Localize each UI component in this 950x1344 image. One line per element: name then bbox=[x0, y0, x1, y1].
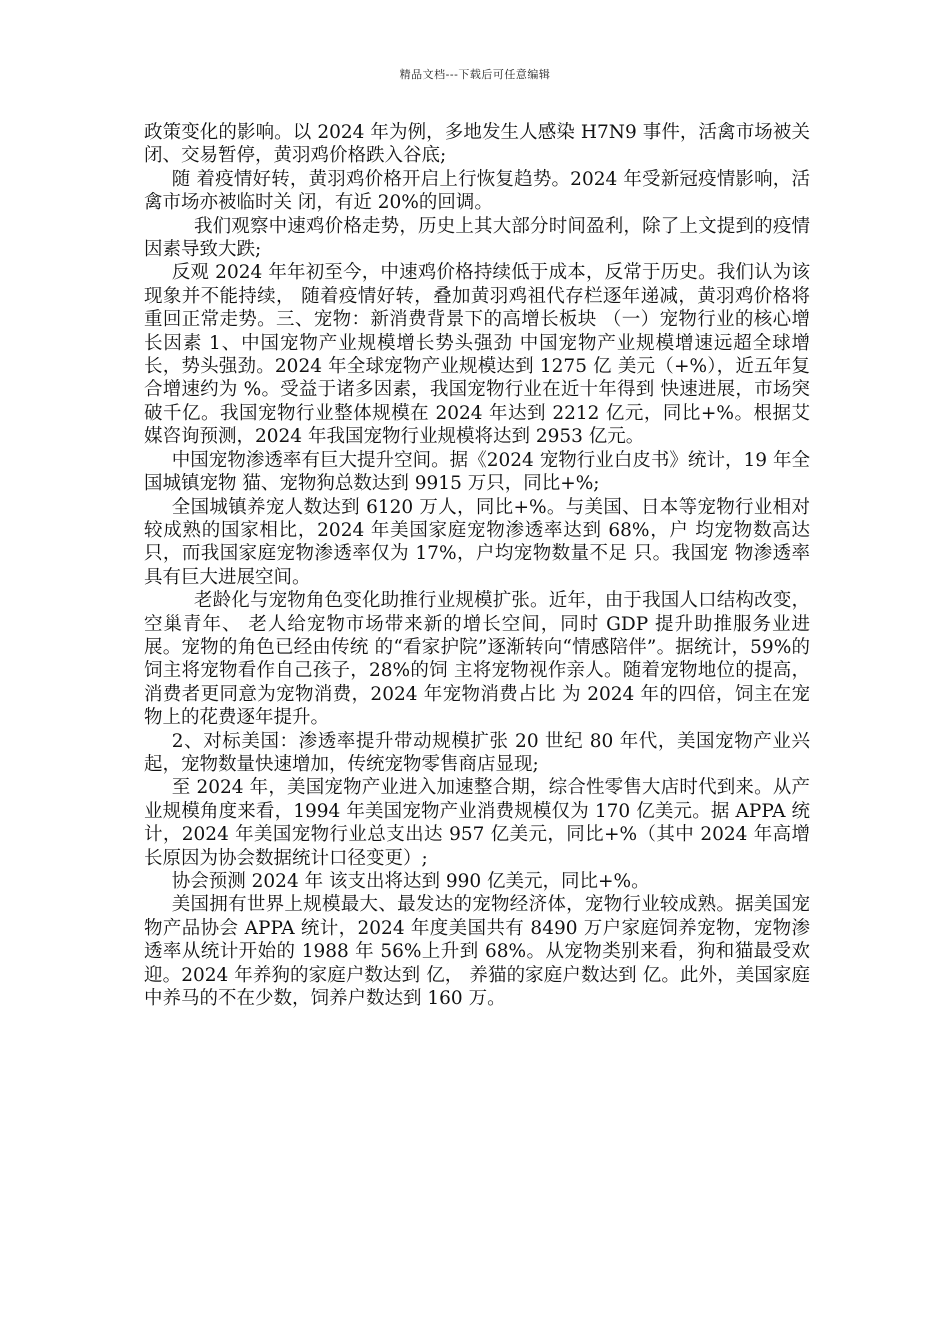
paragraph-3: 我们观察中速鸡价格走势，历史上其大部分时间盈利，除了上文提到的疫情因素导致大跌; bbox=[144, 215, 810, 261]
paragraph-6: 全国城镇养宠人数达到 6120 万人，同比+%。与美国、日本等宠物行业相对较成熟的国家相比，2024 年美国家庭宠物渗透率达到 68%，户 均宠物数高达 只，而我国家庭宠物渗透率仅为 17%，户均宠物数量不足 只。我国宠 物渗透率具有巨大进展空间。 bbox=[144, 496, 810, 588]
paragraph-5: 中国宠物渗透率有巨大提升空间。据《2024 宠物行业白皮书》统计，19 年全国城镇宠物 猫、宠物狗总数达到 9915 万只，同比+%; bbox=[144, 449, 810, 495]
paragraph-7: 老龄化与宠物角色变化助推行业规模扩张。近年，由于我国人口结构改变，空巢青年、 老人给宠物市场带来新的增长空间，同时 GDP 提升助推服务业进展。宠物的角色已经由传统 的“看家护院”逐渐转向“情感陪伴”。据统计，59%的饲主将宠物看作自己孩子，28%的饲 主将宠物视作亲人。随着宠物地位的提高，消费者更同意为宠物消费，2024 年宠物消费占比 为 2024 年的四倍，饲主在宠物上的花费逐年提升。 bbox=[144, 590, 810, 729]
document-body bbox=[144, 121, 810, 1010]
paragraph-9: 至 2024 年，美国宠物产业进入加速整合期，综合性零售大店时代到来。从产业规模角度来看，1994 年美国宠物产业消费规模仅为 170 亿美元。据 APPA 统计，2024 年美国宠物行业总支出达 957 亿美元，同比+%（其中 2024 年高增长原因为协会数据统计口径变更）; bbox=[144, 777, 810, 869]
page-header: 精品文档---下载后可任意编辑 bbox=[399, 68, 551, 81]
paragraph-2: 随 着疫情好转，黄羽鸡价格开启上行恢复趋势。2024 年受新冠疫情影响，活禽市场亦被临时关 闭，有近 20%的回调。 bbox=[144, 168, 810, 214]
paragraph-1: 政策变化的影响。以 2024 年为例，多地发生人感染 H7N9 事件，活禽市场被关闭、交易暂停，黄羽鸡价格跌入谷底; bbox=[144, 122, 810, 167]
paragraph-4: 反观 2024 年年初至今，中速鸡价格持续低于成本，反常于历史。我们认为该现象并不能持续， 随着疫情好转，叠加黄羽鸡祖代存栏逐年递减，黄羽鸡价格将重回正常走势。三、宠物：新消费背景下的高增长板块 （一）宠物行业的核心增长因素 1、中国宠物产业规模增长势头强劲 中国宠物产业规模增速远超全球增长，势头强劲。2024 年全球宠物产业规模达到 1275 亿 美元（+%），近五年复合增速约为 %。受益于诸多因素，我国宠物行业在近十年得到 快速进展，市场突破千亿。我国宠物行业整体规模在 2024 年达到 2212 亿元，同比+%。根据艾媒咨询预测，2024 年我国宠物行业规模将达到 2953 亿元。 bbox=[144, 262, 810, 448]
paragraph-10: 协会预测 2024 年 该支出将达到 990 亿美元，同比+%。 bbox=[171, 871, 650, 892]
paragraph-11: 美国拥有世界上规模最大、最发达的宠物经济体，宠物行业较成熟。据美国宠物产品协会 APPA 统计，2024 年度美国共有 8490 万户家庭饲养宠物，宠物渗透率从统计开始的 1988 年 56%上升到 68%。从宠物类别来看，狗和猫最受欢迎。2024 年养狗的家庭户数达到 亿， 养猫的家庭户数达到 亿。此外，美国家庭中养马的不在少数，饲养户数达到 160 万。 bbox=[144, 894, 810, 1010]
paragraph-8: 2、对标美国：渗透率提升带动规模扩张 20 世纪 80 年代，美国宠物产业兴起，宠物数量快速增加，传统宠物零售商店显现; bbox=[144, 730, 810, 775]
